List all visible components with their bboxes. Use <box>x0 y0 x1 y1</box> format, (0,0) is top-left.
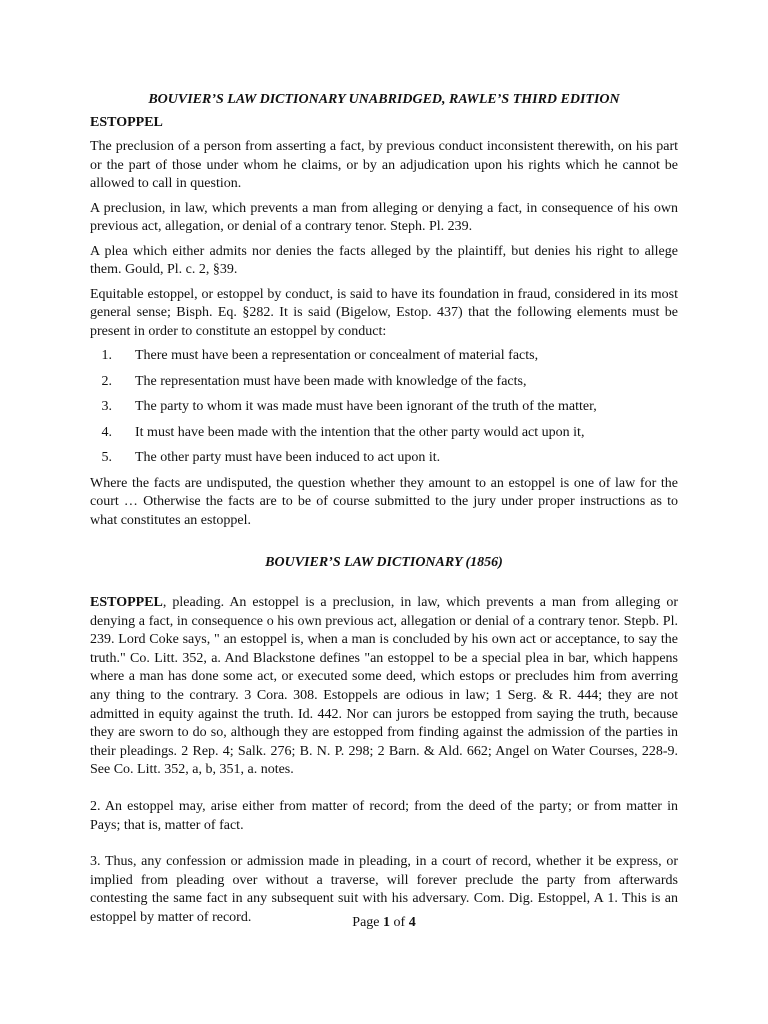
elements-list <box>90 347 678 467</box>
definition-paragraph-4: Equitable estoppel, or estoppel by conduct, is said to have its foundation in fraud, considered in its most general sense; Bisph. Eq. §282. It is said (Bigelow, Estop. 437) that the following elements must be present in order to constitute an estoppel by conduct: <box>90 286 678 339</box>
of-label: of <box>393 915 406 930</box>
page-total: 4 <box>408 915 416 930</box>
entry-paragraph-1 <box>90 594 678 780</box>
list-item-text: The other party must have been induced to act upon it. <box>135 450 441 465</box>
list-item <box>90 398 678 416</box>
entry-text: , pleading. An estoppel is a preclusion, in law, which prevents a man from alleging or denying a fact, in consequence o his own previous act, allegation or denial of a contrary tenor. Stepb. Pl. 239. Lord Coke says, " an estoppel is, when a man is concluded by his own act or acceptance, to say the truth." Co. Litt. 352, a. And Blackstone defines "an estoppel to be a special plea in bar, which happens where a man has done some act, or executed some deed, which estops or precludes him from averring any thing to the contrary. 3 Cora. 308. Estoppels are odious in law; 1 Serg. & R. 444; they are not admitted in equity against the truth. Id. 442. Nor can jurors be estopped from saying the truth, because they are sworn to do so, although they are estopped from finding against the admission of the parties in their pleadings. 2 Rep. 4; Salk. 276; B. N. P. 298; 2 Barn. & Ald. 662; Angel on Water Courses, 228-9. See Co. Litt. 352, a, b, 351, a. notes. <box>90 595 678 778</box>
definition-paragraph-3: A plea which either admits nor denies the facts alleged by the plaintiff, but denies his right to allege them. Gould, Pl. c. 2, §39. <box>90 243 678 277</box>
list-item-text: There must have been a representation or concealment of material facts, <box>135 348 539 363</box>
definition-paragraph-2: A preclusion, in law, which prevents a man from alleging or denying a fact, in consequence of his own previous act, allegation, or denial of a contrary tenor. Steph. Pl. 239. <box>90 200 678 234</box>
list-item-number: 2. <box>101 373 112 389</box>
list-item-number: 4. <box>101 424 112 440</box>
closing-paragraph: Where the facts are undisputed, the question whether they amount to an estoppel is one of law for the court … Otherwise the facts are to be of course submitted to the jury under proper instructions as to what constitutes an estoppel. <box>90 475 678 528</box>
document-title: BOUVIER’S LAW DICTIONARY UNABRIDGED, RAWLE’S THIRD EDITION <box>148 92 620 107</box>
entry-term: ESTOPPEL <box>90 595 163 610</box>
list-item <box>90 424 678 442</box>
definition-paragraph-1: The preclusion of a person from asserting a fact, by previous conduct inconsistent therewith, on his part or the part of those under whom he claims, or by an adjudication upon his rights which he cannot be allowed to call in question. <box>90 139 678 191</box>
list-item-text: It must have been made with the intention that the other party would act upon it, <box>135 424 585 440</box>
page-footer <box>0 914 768 932</box>
list-item <box>90 373 678 391</box>
entry-paragraph-2: 2. An estoppel may, arise either from matter of record; from the deed of the party; or from matter in Pays; that is, matter of fact. <box>90 798 678 833</box>
list-item-text: The representation must have been made with knowledge of the facts, <box>135 373 527 389</box>
section-subtitle: BOUVIER’S LAW DICTIONARY (1856) <box>265 555 503 570</box>
page-number: 1 <box>383 915 391 930</box>
list-item-number: 1. <box>101 348 112 363</box>
list-item-number: 5. <box>101 450 112 465</box>
page-label: Page <box>352 915 380 930</box>
entry-paragraph-3: 3. Thus, any confession or admission made in pleading, in a court of record, whether it be express, or implied from pleading over without a traverse, will forever preclude the party from afterwards contesting the same fact in any subsequent suit with his adversary. Com. Dig. Estoppel, A 1. This is an estoppel by matter of record. <box>90 854 678 925</box>
list-item <box>90 347 678 365</box>
list-item <box>90 449 678 467</box>
section-heading: ESTOPPEL <box>90 115 163 130</box>
list-item-text: The party to whom it was made must have been ignorant of the truth of the matter, <box>135 399 597 414</box>
list-item-number: 3. <box>101 399 112 414</box>
